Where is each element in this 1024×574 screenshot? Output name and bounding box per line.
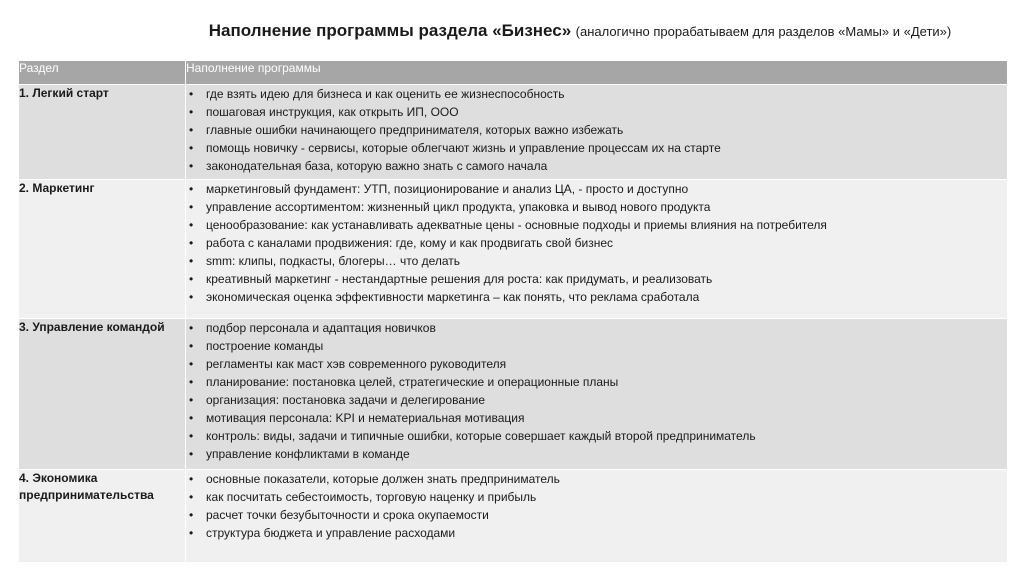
table-row	[19, 85, 1008, 180]
list-item-text: подбор персонала и адаптация новичков	[206, 321, 436, 335]
bullet-icon: •	[189, 526, 194, 540]
bullet-icon: •	[189, 141, 194, 155]
list-item-text: управление конфликтами в команде	[206, 447, 410, 461]
list-item	[186, 216, 1007, 234]
bullet-icon: •	[189, 218, 194, 232]
section-name: 1. Легкий старт	[19, 85, 186, 180]
bullet-icon: •	[189, 472, 194, 486]
bullet-icon: •	[189, 393, 194, 407]
list-item-text: работа с каналами продвижения: где, кому и как продвигать свой бизнес	[206, 236, 614, 250]
list-item-text: расчет точки безубыточности и срока окупаемости	[206, 508, 489, 522]
list-item-text: мотивация персонала: KPI и нематериальная мотивация	[206, 411, 525, 425]
bullet-icon: •	[189, 411, 194, 425]
bullet-icon: •	[189, 87, 194, 101]
section-items	[186, 180, 1008, 319]
list-item	[186, 427, 1007, 445]
header-section: Раздел	[19, 61, 186, 85]
list-item-text: где взять идею для бизнеса и как оценить ее жизнеспособность	[206, 87, 565, 101]
list-item	[186, 355, 1007, 373]
table-row	[19, 180, 1008, 319]
bullet-icon: •	[189, 200, 194, 214]
list-item	[186, 252, 1007, 270]
list-item-text: основные показатели, которые должен знать предприниматель	[206, 472, 560, 486]
list-item	[186, 234, 1007, 252]
list-item	[186, 524, 1007, 542]
program-table	[18, 60, 1008, 563]
bullet-icon: •	[189, 339, 194, 353]
list-item	[186, 506, 1007, 524]
list-item-text: помощь новичку - сервисы, которые облегчают жизнь и управление процессам их на старте	[206, 141, 721, 155]
list-item-text: организация: постановка задачи и делегирование	[206, 393, 485, 407]
bullet-icon: •	[189, 290, 194, 304]
list-item	[186, 409, 1007, 427]
section-items	[186, 85, 1008, 180]
list-item	[186, 470, 1007, 488]
bullet-icon: •	[189, 357, 194, 371]
list-item-text: структура бюджета и управление расходами	[206, 526, 456, 540]
table-header-row	[19, 61, 1008, 85]
list-item	[186, 270, 1007, 288]
bullet-icon: •	[189, 182, 194, 196]
list-item	[186, 85, 1007, 103]
section-name: 2. Маркетинг	[19, 180, 186, 319]
list-item	[186, 373, 1007, 391]
bullet-icon: •	[189, 490, 194, 504]
section-items	[186, 470, 1008, 563]
list-item-text: планирование: постановка целей, стратегические и операционные планы	[206, 375, 619, 389]
title-subtitle: (аналогично прорабатываем для разделов «Мамы» и «Дети»)	[575, 24, 952, 39]
bullet-icon: •	[189, 272, 194, 286]
list-item	[186, 445, 1007, 463]
section-items	[186, 319, 1008, 470]
list-item-text: креативный маркетинг - нестандартные решения для роста: как придумать, и реализовать	[206, 272, 713, 286]
list-item-text: управление ассортиментом: жизненный цикл продукта, упаковка и вывод нового продукта	[206, 200, 711, 214]
list-item-text: регламенты как маст хэв современного руководителя	[206, 357, 507, 371]
list-item-text: главные ошибки начинающего предпринимателя, которых важно избежать	[206, 123, 624, 137]
section-name: 3. Управление командой	[19, 319, 186, 470]
list-item	[186, 139, 1007, 157]
bullet-icon: •	[189, 447, 194, 461]
list-item	[186, 319, 1007, 337]
bullet-icon: •	[189, 123, 194, 137]
list-item	[186, 337, 1007, 355]
list-item	[186, 198, 1007, 216]
bullet-icon: •	[189, 375, 194, 389]
list-item-text: ценообразование: как устанавливать адекватные цены - основные подходы и приемы влияния на потребителя	[206, 218, 827, 232]
bullet-list	[186, 180, 1007, 306]
list-item-text: smm: клипы, подкасты, блогеры… что делать	[206, 254, 461, 268]
section-name: 4. Экономика предпринимательства	[19, 470, 186, 563]
bullet-list	[186, 319, 1007, 463]
bullet-icon: •	[189, 508, 194, 522]
list-item-text: пошаговая инструкция, как открыть ИП, ООО	[206, 105, 459, 119]
list-item-text: законодательная база, которую важно знать с самого начала	[206, 159, 548, 173]
bullet-icon: •	[189, 159, 194, 173]
title-main: Наполнение программы раздела «Бизнес»	[208, 21, 572, 40]
bullet-list	[186, 85, 1007, 175]
list-item	[186, 103, 1007, 121]
bullet-list	[186, 470, 1007, 542]
list-item	[186, 121, 1007, 139]
slide-title	[180, 22, 980, 41]
table-row	[19, 470, 1008, 563]
list-item	[186, 180, 1007, 198]
list-item-text: как посчитать себестоимость, торговую наценку и прибыль	[206, 490, 537, 504]
bullet-icon: •	[189, 236, 194, 250]
table-row	[19, 319, 1008, 470]
bullet-icon: •	[189, 105, 194, 119]
list-item-text: маркетинговый фундамент: УТП, позиционирование и анализ ЦА, - просто и доступно	[206, 182, 689, 196]
list-item	[186, 157, 1007, 175]
bullet-icon: •	[189, 321, 194, 335]
bullet-icon: •	[189, 429, 194, 443]
list-item	[186, 391, 1007, 409]
list-item-text: экономическая оценка эффективности маркетинга – как понять, что реклама сработала	[206, 290, 700, 304]
list-item	[186, 288, 1007, 306]
bullet-icon: •	[189, 254, 194, 268]
list-item	[186, 488, 1007, 506]
header-content: Наполнение программы	[186, 61, 1008, 85]
list-item-text: контроль: виды, задачи и типичные ошибки, которые совершает каждый второй предприниматель	[206, 429, 756, 443]
list-item-text: построение команды	[206, 339, 324, 353]
